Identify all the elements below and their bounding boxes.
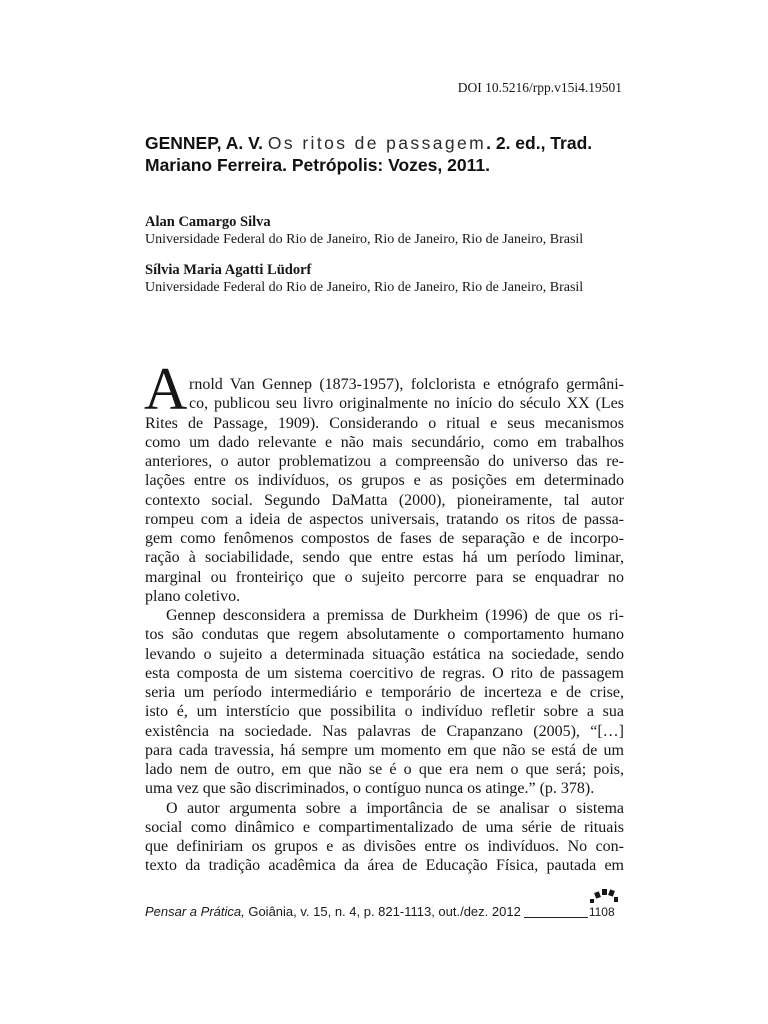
body-line: levando o sujeito a determinada situação estática na sociedade, sendo [145,645,624,663]
body-line: tos são condutas que regem absolutamente o comportamento humano [145,626,624,644]
body-line: existência na sociedade. Nas palavras de Crapanzano (2005), “[…] [145,722,624,740]
body-line: social como dinâmico e compartimentalizado de uma série de rituais [145,818,624,836]
doi: DOI 10.5216/rpp.v15i4.19501 [457,80,622,95]
body-line: anteriores, o autor problematizou a compreensão do universo das re- [145,453,624,470]
reference-line-1 [145,132,624,154]
body-line: para cada travessia, há sempre um momento em que não se está de um [145,741,624,759]
body-line: lações entre os indivíduos, os grupos e as posições em determinado [145,472,624,490]
body-line: marginal ou fronteiriço que o sujeito percorre para se enquadrar no [145,568,624,586]
reference-edition: . 2. ed., Trad. [486,133,593,153]
body-line: Gennep desconsidera a premissa de Durkheim (1996) de que os ri- [166,607,624,624]
body-line: ração à sociabilidade, sendo que entre estas há um período liminar, [145,549,624,567]
body-line: esta composta de um sistema coercitivo de regras. O rito de passagem [145,664,624,682]
author-affiliation: Universidade Federal do Rio de Janeiro, Rio de Janeiro, Rio de Janeiro, Brasil [145,280,584,295]
body-line: uma vez que são discriminados, o contíguo nunca os atinge.” (p. 378). [145,780,595,798]
page-footer [145,904,615,920]
body-line: isto é, um interstício que possibilita o indivíduo refletir sobre a sua [145,703,624,721]
author-name: Sílvia Maria Agatti Lüdorf [145,262,312,278]
reference-line-2: Mariano Ferreira. Petrópolis: Vozes, 2011. [145,155,490,175]
page-number: 1108 [588,905,615,919]
article-body [144,356,624,876]
paragraph [145,375,624,606]
journal-logo-icon [589,887,619,905]
body-line: O autor argumenta sobre a importância de se analisar o sistema [166,799,624,817]
footer-rule [524,917,588,918]
author-name: Alan Camargo Silva [145,214,271,230]
author-block [145,213,624,249]
body-line: gem como fenômenos compostos de fases de separação e de incorpo- [145,530,624,547]
author-affiliation: Universidade Federal do Rio de Janeiro, Rio de Janeiro, Rio de Janeiro, Brasil [145,232,584,247]
body-line: Rites de Passage, 1909). Considerando o ritual e seus mecanismos [145,414,624,432]
body-line: contexto social. Segundo DaMatta (2000), pioneiramente, tal autor [145,491,624,509]
reference-author: GENNEP, A. V. [145,133,264,153]
body-line: como um dado relevante e não mais secundário, como em trabalhos [145,433,624,451]
drop-cap: A [144,356,188,422]
body-line: lado nem de outro, em que não se é o que era nem o que será; pois, [145,761,624,778]
book-title: Os ritos de passagem [267,133,487,153]
paragraph [145,799,624,876]
body-line: texto da tradição acadêmica da área de Educação Física, pautada em [145,857,624,875]
author-block [145,261,624,297]
reference-heading [145,132,624,176]
journal-name: Pensar a Prática, [145,904,245,919]
body-line: rompeu com a ideia de aspectos universais, tratando os ritos de passa- [145,510,624,528]
body-line: co, publicou seu livro originalmente no início do século XX (Les [189,395,624,413]
body-line: rnold Van Gennep (1873-1957), folclorista e etnógrafo germâni- [189,376,624,393]
journal-citation: Goiânia, v. 15, n. 4, p. 821-1113, out./dez. 2012 [248,904,521,919]
body-line: que definiriam os grupos e as divisões entre os indivíduos. No con- [145,838,624,855]
body-line: plano coletivo. [145,587,241,605]
paragraph [145,606,624,799]
body-line: seria um período intermediário e temporário de incerteza e de crise, [145,684,624,701]
